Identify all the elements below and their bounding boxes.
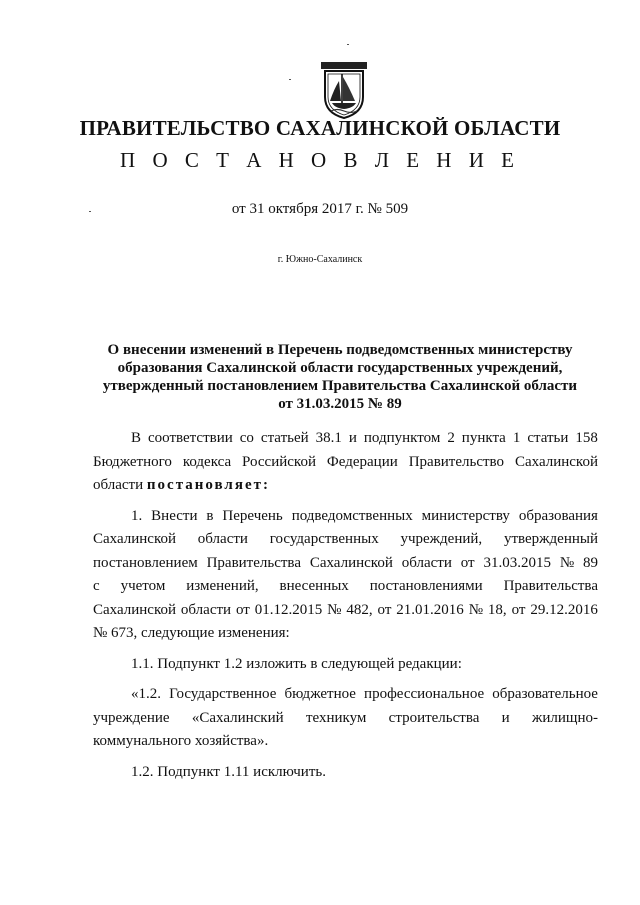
word: «Сахалинский bbox=[191, 709, 284, 726]
word: 31.03.2015 bbox=[483, 554, 551, 571]
word: статьи bbox=[527, 430, 569, 446]
word: 01.12.2015 bbox=[254, 601, 323, 618]
item-1-line bbox=[93, 599, 598, 623]
word: 1. bbox=[131, 507, 143, 524]
quoted-item-line bbox=[93, 683, 598, 707]
word: подведомственных bbox=[291, 507, 413, 524]
word: учреждений, bbox=[400, 531, 483, 547]
document-city: г. Южно-Сахалинск bbox=[277, 254, 363, 265]
word: Российской bbox=[242, 453, 316, 470]
word: Правительство bbox=[408, 453, 505, 470]
word: подпунктом bbox=[363, 430, 441, 446]
document-title bbox=[80, 341, 600, 413]
word: профессиональное bbox=[364, 686, 485, 702]
document-date-number: от 31 октября 2017 г. № 509 bbox=[231, 201, 409, 217]
word: Государственное bbox=[169, 686, 277, 702]
word: Бюджетного bbox=[93, 453, 172, 470]
word: Сахалинской bbox=[514, 453, 598, 470]
word: соответствии bbox=[148, 430, 233, 446]
word: 89 bbox=[582, 554, 598, 571]
preamble-line bbox=[93, 427, 598, 451]
word: и bbox=[348, 430, 357, 446]
title-line: О внесении изменений в Перечень подведомственных министерству bbox=[107, 342, 573, 358]
word: «1.2. bbox=[131, 686, 161, 702]
word: 158 bbox=[575, 430, 598, 446]
word: Федерации bbox=[326, 453, 398, 470]
word: техникум bbox=[305, 709, 367, 726]
title-line: образования Сахалинской области государственных учреждений, bbox=[117, 360, 563, 376]
word: образования bbox=[518, 507, 598, 524]
word: Сахалинской bbox=[93, 531, 177, 547]
word: постановлениями bbox=[369, 578, 483, 594]
word: Правительства bbox=[206, 554, 301, 571]
word: пункта bbox=[461, 430, 506, 446]
word: изменений, bbox=[186, 578, 259, 594]
subitem-1-2: 1.2. Подпункт 1.11 исключить. bbox=[131, 763, 326, 780]
word: № bbox=[468, 601, 484, 618]
item-1-line bbox=[93, 528, 598, 552]
quoted-item-line: коммунального хозяйства». bbox=[93, 733, 269, 749]
item-1-line bbox=[93, 575, 598, 599]
word: 38.1 bbox=[315, 430, 342, 446]
preamble-line bbox=[93, 474, 598, 498]
word: области bbox=[401, 554, 452, 571]
organization-name: ПРАВИТЕЛЬСТВО САХАЛИНСКОЙ ОБЛАСТИ bbox=[79, 116, 561, 140]
word: образовательное bbox=[492, 686, 598, 702]
word: жилищно- bbox=[531, 709, 598, 726]
word: государственных bbox=[269, 531, 379, 547]
word: строительства bbox=[388, 709, 480, 726]
item-1-line: № 673, следующие изменения: bbox=[93, 625, 290, 641]
word: В bbox=[131, 430, 142, 446]
word: 29.12.2016 bbox=[530, 601, 598, 618]
preamble-text: области bbox=[93, 477, 147, 493]
subitem-1-1: 1.1. Подпункт 1.2 изложить в следующей редакции: bbox=[131, 655, 462, 672]
word: Правительства bbox=[503, 578, 598, 594]
word: от bbox=[235, 601, 250, 618]
word: внесенных bbox=[279, 578, 349, 594]
word: и bbox=[501, 709, 510, 726]
word: Перечень bbox=[222, 507, 283, 524]
word: утвержденный bbox=[503, 531, 598, 547]
word: области bbox=[180, 601, 232, 618]
document-body bbox=[93, 427, 598, 784]
word: министерству bbox=[421, 507, 510, 524]
word: 1 bbox=[512, 430, 521, 446]
word: со bbox=[239, 430, 254, 446]
word: постановлением bbox=[93, 554, 198, 571]
decree-word: постановляет: bbox=[146, 477, 270, 493]
word: 21.01.2016 bbox=[396, 601, 464, 618]
quoted-item-line bbox=[93, 707, 598, 731]
word: статьей bbox=[260, 430, 309, 446]
scan-speck bbox=[289, 79, 291, 80]
word: области bbox=[197, 531, 248, 547]
word: 482, bbox=[346, 601, 373, 618]
word: Сахалинской bbox=[309, 554, 393, 571]
title-line: утвержденный постановлением Правительства Сахалинской области bbox=[102, 378, 578, 394]
word: учреждение bbox=[93, 709, 170, 726]
word: № bbox=[559, 554, 575, 571]
word: № bbox=[327, 601, 342, 618]
document-type: П О С Т А Н О В Л Е Н И Е bbox=[120, 148, 520, 172]
title-line: от 31.03.2015 № 89 bbox=[278, 396, 402, 412]
word: Внести bbox=[151, 507, 198, 524]
word: 18, bbox=[487, 601, 507, 618]
word: учетом bbox=[120, 578, 166, 594]
item-1-line bbox=[93, 552, 598, 576]
word: от bbox=[377, 601, 392, 618]
word: 2 bbox=[447, 430, 455, 446]
word: в bbox=[206, 507, 214, 524]
sakhalin-coat-of-arms-icon bbox=[319, 61, 369, 119]
scan-speck bbox=[347, 44, 349, 45]
word: с bbox=[93, 578, 100, 594]
word: от bbox=[511, 601, 526, 618]
word: от bbox=[460, 554, 475, 571]
word: Сахалинской bbox=[93, 601, 177, 618]
word: бюджетное bbox=[284, 686, 356, 702]
preamble-line bbox=[93, 451, 598, 475]
item-1-line bbox=[93, 505, 598, 529]
word: кодекса bbox=[182, 453, 232, 470]
